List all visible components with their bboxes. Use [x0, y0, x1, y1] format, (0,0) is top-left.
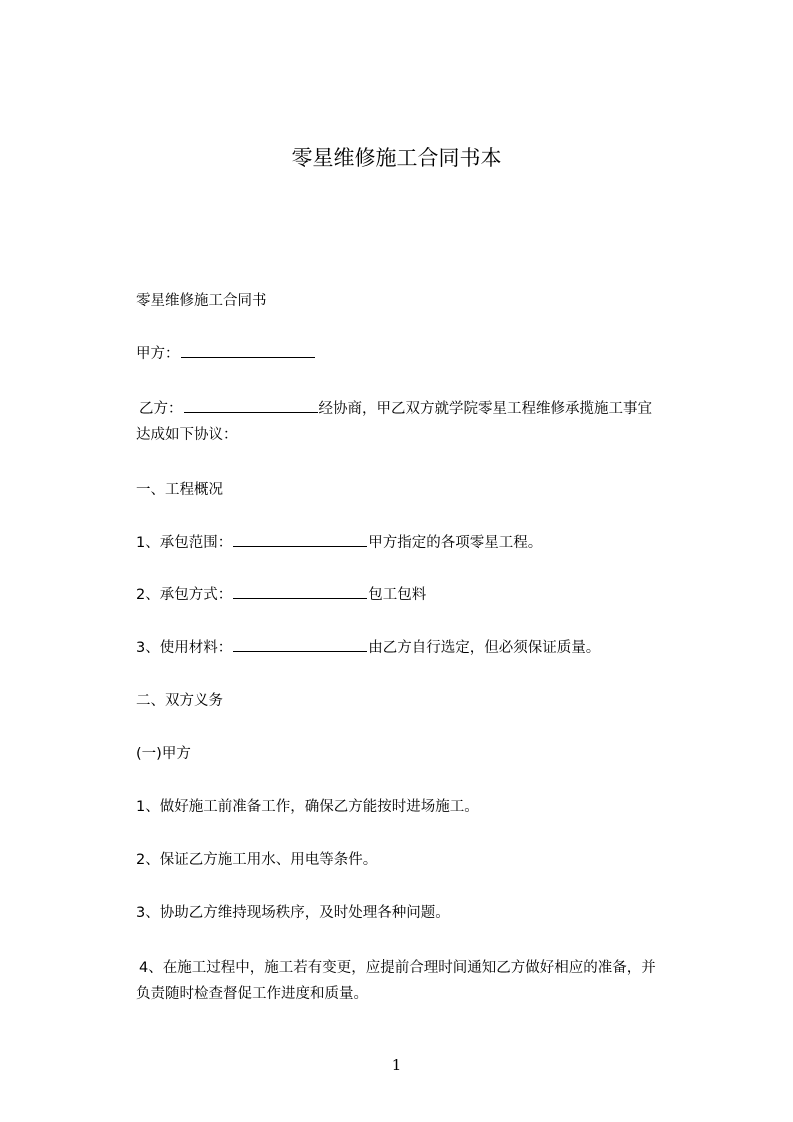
section2-heading: 二、双方义务 [136, 693, 223, 709]
item3-text: 由乙方自行选定，但必须保证质量。 [368, 640, 601, 656]
party-a-line [136, 341, 696, 367]
duty-2: 2、保证乙方施工用水、用电等条件。 [136, 852, 378, 868]
item1-text: 甲方指定的各项零星工程。 [368, 535, 543, 551]
item1-blank [233, 532, 367, 547]
item2-text: 包工包料 [368, 587, 427, 603]
item1-line [136, 530, 696, 556]
item3-line [136, 635, 696, 661]
item2-label: 2、承包方式： [136, 587, 233, 603]
item3-blank [233, 637, 367, 652]
duty-1: 1、做好施工前准备工作，确保乙方能按时进场施工。 [136, 799, 479, 815]
section1-heading: 一、工程概况 [136, 482, 223, 498]
sub-heading-party-a: (一)甲方 [136, 746, 191, 762]
party-b-label: 乙方： [139, 401, 183, 417]
page-number: 1 [391, 1056, 402, 1074]
duty-4-line-2: 负责随时检查督促工作进度和质量。 [136, 986, 368, 1002]
party-a-blank [181, 343, 315, 358]
party-a-label: 甲方： [136, 346, 180, 362]
item3-label: 3、使用材料： [136, 640, 233, 656]
document-title: 零星维修施工合同书本 [291, 146, 502, 170]
duty-3: 3、协助乙方维持现场秩序，及时处理各种问题。 [136, 905, 450, 921]
duty-4-line-1: 4、在施工过程中，施工若有变更，应提前合理时间通知乙方做好相应的准备，并 [139, 960, 656, 976]
item1-label: 1、承包范围： [136, 535, 233, 551]
intro-text: 经协商，甲乙双方就学院零星工程维修承揽施工事宜 [318, 401, 652, 417]
item2-blank [233, 584, 367, 599]
party-b-line [139, 396, 699, 422]
item2-line [136, 582, 696, 608]
party-b-blank [184, 398, 318, 413]
intro-continued: 达成如下协议： [136, 427, 238, 443]
contract-subtitle: 零星维修施工合同书 [136, 293, 267, 309]
